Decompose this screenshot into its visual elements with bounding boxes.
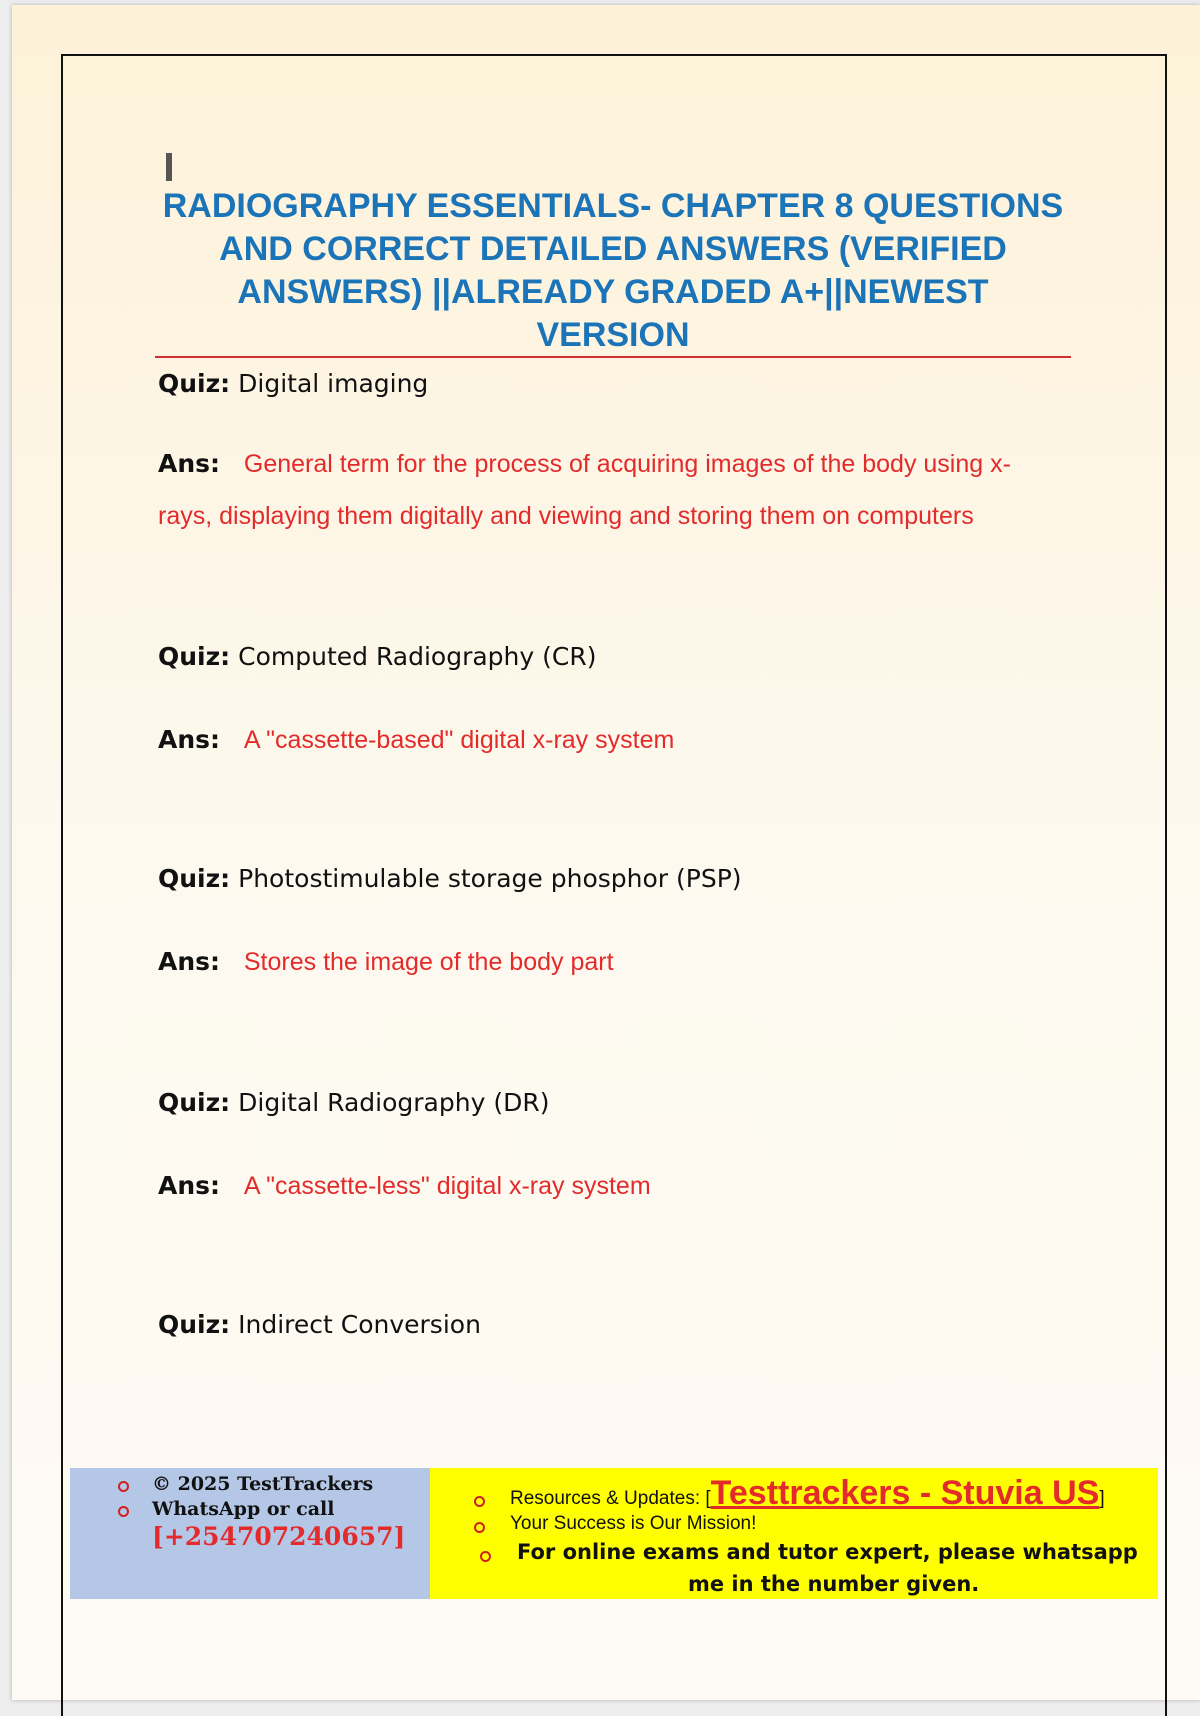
title-underline bbox=[155, 356, 1071, 358]
quiz-question bbox=[158, 1310, 481, 1339]
footer-banner bbox=[70, 1468, 1158, 1599]
bullet-icon bbox=[118, 1506, 129, 1517]
quiz-answer bbox=[158, 947, 614, 977]
quiz-text: Digital imaging bbox=[238, 369, 429, 398]
copyright-text: © 2025 TestTrackers bbox=[152, 1473, 374, 1495]
bullet-icon bbox=[474, 1496, 485, 1507]
quiz-label: Quiz: bbox=[158, 642, 231, 671]
quiz-question bbox=[158, 369, 428, 398]
quiz-text: Photostimulable storage phosphor (PSP) bbox=[238, 864, 742, 893]
resources-line bbox=[510, 1474, 1105, 1513]
quiz-label: Quiz: bbox=[158, 369, 231, 398]
quiz-text: Computed Radiography (CR) bbox=[238, 642, 597, 671]
answer-label: Ans: bbox=[158, 449, 221, 478]
quiz-question bbox=[158, 1088, 549, 1117]
answer-label: Ans: bbox=[158, 725, 221, 754]
text-cursor bbox=[166, 153, 172, 181]
whatsapp-label: WhatsApp or call bbox=[152, 1498, 335, 1520]
quiz-answer bbox=[158, 438, 1038, 542]
quiz-text: Indirect Conversion bbox=[238, 1310, 481, 1339]
answer-text: A "cassette-less" digital x-ray system bbox=[243, 1172, 651, 1200]
bullet-icon bbox=[118, 1481, 129, 1492]
quiz-label: Quiz: bbox=[158, 1310, 231, 1339]
resources-close: ] bbox=[1099, 1488, 1105, 1509]
footer-resources-box bbox=[430, 1468, 1158, 1599]
resources-link[interactable]: Testtrackers - Stuvia US bbox=[710, 1474, 1100, 1512]
online-exam-line1: For online exams and tutor expert, please whatsapp bbox=[517, 1540, 1138, 1564]
answer-text: A "cassette-based" digital x-ray system bbox=[243, 726, 675, 754]
document-page bbox=[12, 5, 1200, 1700]
quiz-label: Quiz: bbox=[158, 864, 231, 893]
quiz-answer bbox=[158, 1171, 651, 1201]
quiz-label: Quiz: bbox=[158, 1088, 231, 1117]
bullet-icon bbox=[480, 1551, 491, 1562]
quiz-text: Digital Radiography (DR) bbox=[238, 1088, 550, 1117]
answer-label: Ans: bbox=[158, 1171, 221, 1200]
quiz-question bbox=[158, 864, 742, 893]
phone-number[interactable]: [+254707240657] bbox=[152, 1522, 406, 1551]
resources-label: Resources & Updates: [ bbox=[510, 1488, 711, 1509]
document-title: RADIOGRAPHY ESSENTIALS- CHAPTER 8 QUESTIONS AND CORRECT DETAILED ANSWERS (VERIFIED ANSWERS) ||ALREADY GRADED A+||NEWEST VERSION bbox=[162, 187, 1064, 354]
online-exam-line2: me in the number given. bbox=[688, 1572, 980, 1596]
answer-text: General term for the process of acquiring images of the body using x-rays, displaying them digitally and viewing and storing them on computers bbox=[158, 450, 1011, 530]
quiz-question bbox=[158, 642, 596, 671]
mission-text: Your Success is Our Mission! bbox=[510, 1513, 757, 1534]
quiz-answer bbox=[158, 725, 674, 755]
answer-text: Stores the image of the body part bbox=[243, 948, 614, 976]
bullet-icon bbox=[474, 1522, 485, 1533]
answer-label: Ans: bbox=[158, 947, 221, 976]
footer-contact-box bbox=[70, 1468, 430, 1599]
